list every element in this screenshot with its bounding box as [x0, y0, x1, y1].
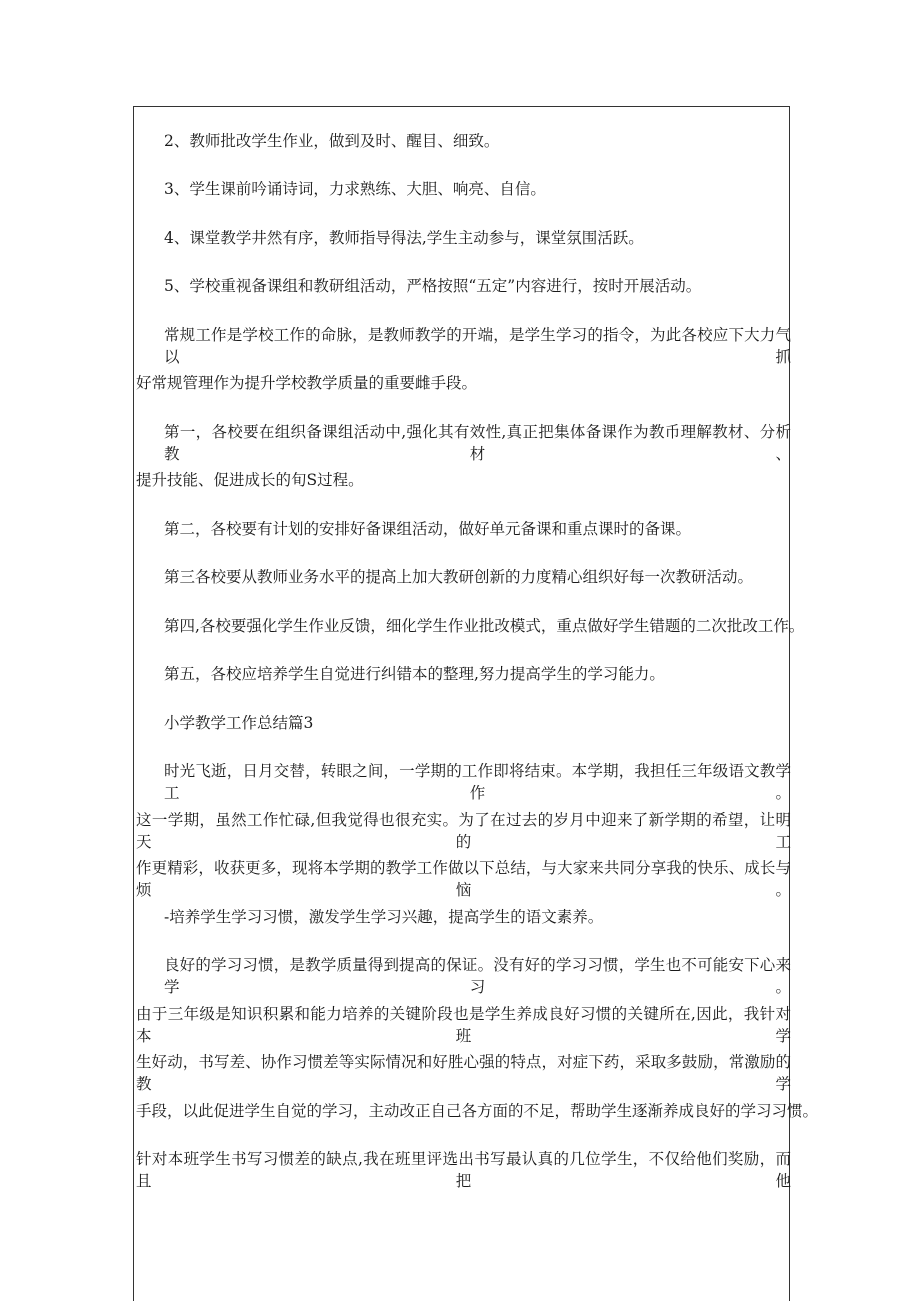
paragraph-line: 第一，各校要在组织备课组活动中,强化其有效性,真正把集体备课作为教币理解教材、分析教材、 [164, 423, 791, 463]
list-item-3: 3、学生课前吟诵诗词，力求熟练、大胆、响亮、自信。 [164, 180, 546, 198]
paragraph-line: 时光飞逝，日月交替，转眼之间，一学期的工作即将结束。本学期，我担任三年级语文教学工作。 [164, 762, 791, 802]
paragraph-line: 良好的学习习惯，是教学质量得到提高的保证。没有好的学习习惯，学生也不可能安下心来学习。 [164, 956, 791, 996]
paragraph-line: 提升技能、促进成长的旬S过程。 [136, 471, 364, 489]
paragraph-line: 好常规管理作为提升学校教学质量的重要雌手段。 [136, 374, 478, 392]
paragraph-line: 第五，各校应培养学生自觉进行纠错本的整理,努力提高学生的学习能力。 [164, 665, 665, 683]
paragraph-line: 第三各校要从教师业务水平的提高上加大教研创新的力度精心组织好每一次教研活动。 [164, 568, 754, 586]
paragraph-line: 第四,各校要强化学生作业反馈，细化学生作业批改模式，重点做好学生错题的二次批改工作。 [164, 617, 805, 635]
paragraph-line: 第二，各校要有计划的安排好备课组活动，做好单元备课和重点课时的备课。 [164, 520, 692, 538]
paragraph-line: 生好动，书写差、协作习惯差等实际情况和好胜心强的特点，对症下药，采取多鼓励，常激励的教学 [136, 1053, 791, 1093]
list-item-5: 5、学校重视备课组和教研组活动，严格按照“五定”内容进行，按时开展活动。 [164, 277, 702, 295]
paragraph-line: 作更精彩，收获更多，现将本学期的教学工作做以下总结，与大家来共同分享我的快乐、成长与烦恼。 [136, 859, 791, 899]
paragraph-line: 手段，以此促进学生自觉的学习，主动改正自己各方面的不足，帮助学生逐渐养成良好的学习习惯。 [136, 1102, 819, 1120]
paragraph-line: 由于三年级是知识积累和能力培养的关键阶段也是学生养成良好习惯的关键所在,因此，我针对本班学 [136, 1005, 791, 1045]
list-item-4: 4、课堂教学井然有序，教师指导得法,学生主动参与，课堂氛围活跃。 [164, 229, 644, 247]
section-heading: 小学教学工作总结篇3 [164, 714, 314, 732]
paragraph-line: -培养学生学习习惯，激发学生学习兴趣，提高学生的语文素养。 [164, 908, 604, 926]
paragraph-line: 针对本班学生书写习惯差的缺点,我在班里评选出书写最认真的几位学生，不仅给他们奖励，而且把他 [136, 1150, 791, 1190]
paragraph-line: 常规工作是学校工作的命脉，是教师教学的开端，是学生学习的指令，为此各校应下大力气以抓 [164, 326, 791, 366]
document-frame [133, 106, 819, 1301]
paragraph-line: 这一学期，虽然工作忙碌,但我觉得也很充实。为了在过去的岁月中迎来了新学期的希望，让明天的工 [136, 811, 791, 851]
list-item-2: 2、教师批改学生作业，做到及时、醒目、细致。 [164, 132, 500, 150]
